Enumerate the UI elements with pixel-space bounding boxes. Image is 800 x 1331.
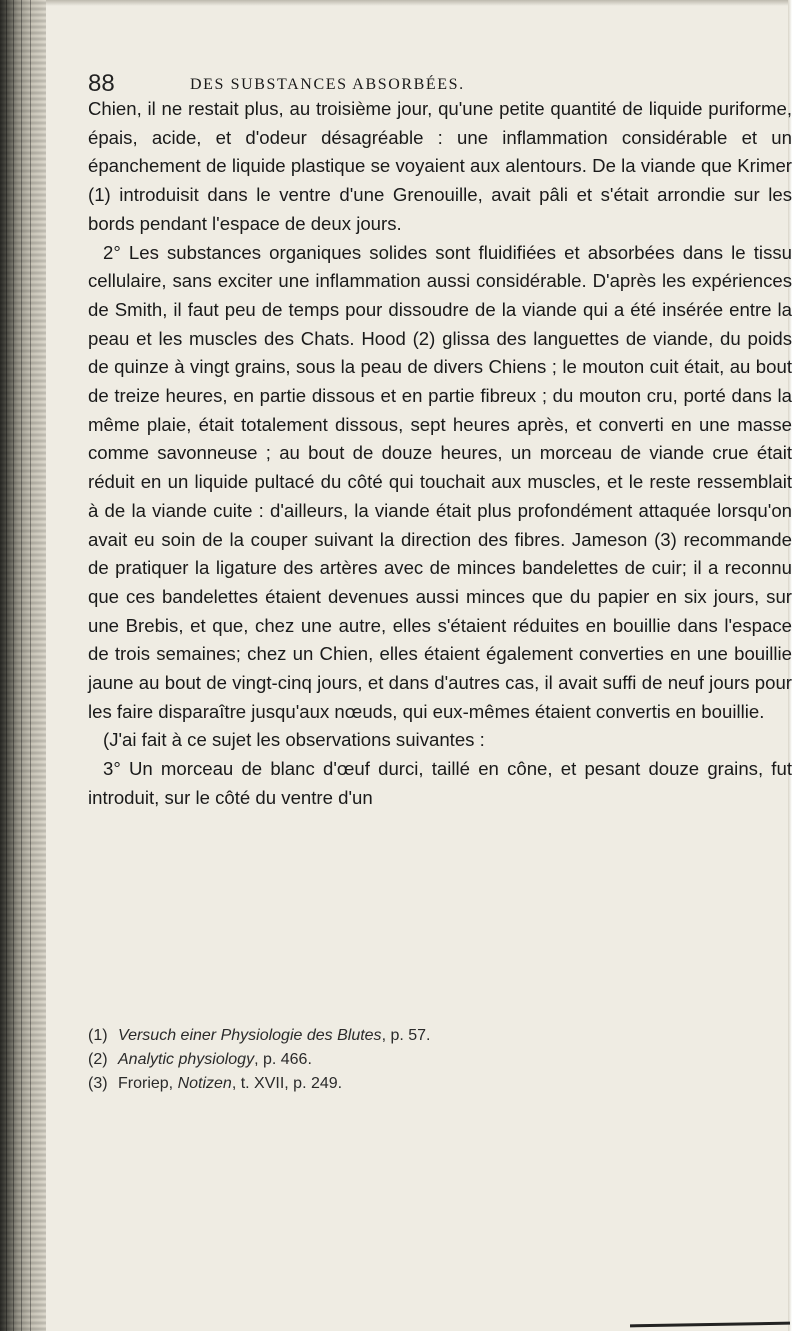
running-title: DES SUBSTANCES ABSORBÉES. [190, 76, 465, 93]
footnote-title: Analytic physiology [118, 1051, 255, 1068]
spine-line [30, 0, 31, 1331]
footnote-reference: , p. 57. [381, 1027, 431, 1044]
footnote-number: (2) [88, 1051, 108, 1068]
footnote-title: Versuch einer Physiologie des Blutes [118, 1027, 382, 1044]
footnote-author: Froriep, [118, 1075, 178, 1092]
spine-line [21, 0, 22, 1331]
paragraph: 3° Un morceau de blanc d'œuf durci, taillé en cône, et pesant douze grains, fut introduit, sur le côté du ventre d'un [88, 758, 792, 808]
body-text [88, 95, 792, 813]
paragraph: 2° Les substances organiques solides sont fluidifiées et absorbées dans le tissu cellulaire, sans exciter une inflammation aussi considérable. D'après les expériences de Smith, il faut peu de temps pour dissoudre de la viande qui a été insérée entre la peau et les muscles des Chats. Hood (2) glissa des languettes de viande, du poids de quinze à vingt grains, sous la peau de divers Chiens ; le mouton cuit était, au bout de treize heures, en partie dissous et en partie fibreux ; du mouton cru, porté dans la même plaie, était totalement dissous, sept heures après, et converti en une masse comme savonneuse ; au bout de douze heures, un morceau de viande crue était réduit en un liquide pultacé du côté qui touchait aux muscles, et le reste ressemblait à de la viande cuite : d'ailleurs, la viande était plus profondément attaquée lorsqu'on avait eu soin de la couper suivant la direction des fibres. Jameson (3) recommande de pratiquer la ligature des artères avec de minces bandelettes de cuir; il a reconnu que ces bandelettes étaient devenues aussi minces que du papier en six jours, sur une Brebis, et que, chez une autre, elles s'étaient réduites en bouillie dans l'espace de trois semaines; chez un Chien, elles étaient également converties en une bouillie jaune au bout de vingt-cinq jours, et dans d'autres cas, il avait suffi de neuf jours pour les faire disparaître jusqu'aux nœuds, qui eux-mêmes étaient convertis en bouillie. [88, 241, 792, 722]
footnote-number: (3) [88, 1075, 108, 1092]
footnote-title: Notizen [177, 1075, 232, 1092]
footnote-3 [88, 1072, 792, 1096]
footnotes [88, 1024, 792, 1096]
footnote-reference: , t. XVII, p. 249. [231, 1075, 343, 1092]
footnote-1 [88, 1024, 792, 1048]
spine-line [13, 0, 14, 1331]
page-bottom-edge [630, 1322, 790, 1328]
footnote-2 [88, 1048, 792, 1072]
page-number: 88 [88, 70, 115, 97]
footnote-number: (1) [88, 1027, 108, 1044]
top-edge-shadow [46, 0, 800, 6]
paragraph: (J'ai fait à ce sujet les observations suivantes : [103, 729, 485, 751]
spine-line [6, 0, 7, 1331]
footnote-reference: , p. 466. [254, 1051, 312, 1068]
page-content [88, 70, 792, 1092]
paragraph: Chien, il ne restait plus, au troisième jour, qu'une petite quantité de liquide puriforme, épais, acide, et d'odeur désagréable : une inflammation considérable et un épanchement de liquide plastique se voyaient aux alentours. De la viande que Krimer (1) introduisit dans le ventre d'une Grenouille, avait pâli et s'était arrondie sur les bords pendant l'espace de deux jours. [88, 98, 792, 234]
